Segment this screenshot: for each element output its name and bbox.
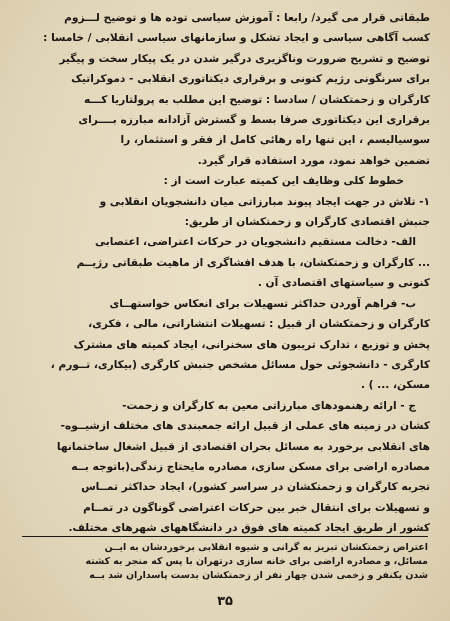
text-line: سوسیالیسم ، این تنها راه رهائی کامل از فقر و استثمار، را [120,134,430,147]
footnote-line: شدن یکنفر و زخمی شدن چهار نفر از زحمتکشان بدست پاسداران شد بــه [89,570,428,581]
text-line: کنونی و سیاستهای اقتصادی آن . [257,277,430,290]
text-line: برای سرنگونی رژیم کنونی و برقراری دیکتاتوری انقلابی - دموکراتیک [71,73,430,86]
text-line: توضیح و تشریح ضرورت وناگزیری درگیر شدن در یک پیکار سخت و پیگیر [59,52,430,65]
text-line: کسب آگاهی سیاسی و ایجاد تشکل و سازمانهای سیاسی انقلابی / خامسا : [43,32,430,45]
text-line: مسکن، ... ) . [360,379,430,392]
section-heading: خطوط کلی وظایف این کمیته عبارت است از : [163,175,404,188]
footnote-line: مسائل، و مصادره اراضی برای خانه سازی درتهران با پس که منجر به کشته [85,556,428,567]
text-line: طبقاتی قرار می گیرد/ رابعا : آموزش سیاسی توده ها و توضیح لـــزوم [64,12,430,24]
text-line: ... کارگران و زحمتکشان، با هدف افشاگری از ماهیت طبقاتی رژیــم [76,256,430,269]
text-line: و تسهیلات برای انتقال خبر بین حرکات اعتراضی گوناگون در تمــام [83,501,430,514]
text-line: ۱- تلاش در جهت ایجاد پیوند مبارزاتی میان دانشجویان انقلابی و [99,195,430,208]
footnote [22,541,428,583]
text-line: ج - ارائه رهنمودهای مبارزاتی معین به کارگران و زحمت- [122,399,416,412]
body-text [18,8,430,539]
text-line: الف- دخالت مستقیم دانشجویان در حرکات اعتراضی، اعتصابی [95,236,416,249]
text-line: مصادره اراضی برای مسکن سازی، مصادره مایحتاج زندگی(باتوجه بــه [71,460,430,473]
text-line: کشان در زمینه های عملی از قبیل ارائه جمعبندی های مختلف ازشیــوه- [60,420,430,433]
text-line: برقراری این دیکتاتوری صرفا بسط و گسترش آزادانه مبارزه بــــرای [78,114,430,127]
text-line: پخش و توزیع ، تدارک تریبون های سخنرانی، ایجاد کمیته های مشترک [73,338,430,351]
footnote-divider [22,536,428,537]
text-line: جنبش اقتصادی کارگران و زحمتکشان از طریق: [184,216,430,229]
page-number: ۳۵ [217,594,233,609]
text-line: تضمین خواهد نمود، مورد استفاده قرار گیرد. [197,154,430,167]
text-line: های انقلابی برخورد به مسائل بحران اقتصادی از قبیل اشغال ساختمانها [56,440,430,453]
text-line: کارگران و زحمتکشان / سادسا : توضیح این مطلب به پرولتاریا کـــه [84,93,430,106]
text-line: کارگران و زحمتکشان از قبیل : تسهیلات انتشاراتی، مالی ، فکری، [88,318,430,331]
text-line: کارگری - دانشجوئی حول مسائل مشخص جنبش کارگری (بیکاری، تــورم ، [50,358,430,371]
text-line: کشور از طریق ایجاد کمیته های فوق در دانشگاههای شهرهای مختلف. [68,522,430,535]
text-line: ب- فراهم آوردن حداکثر تسهیلات برای انعکاس خواستهــای [109,297,416,310]
text-line: تجربه کارگران و زحمتکشان در سراسر کشور)، ایجاد حداکثر تمــاس [81,481,430,494]
footnote-line: اعتراض زحمتکشان تبریز به گرانی و شیوه انقلابی برخوردشان به ایــن [104,542,428,553]
